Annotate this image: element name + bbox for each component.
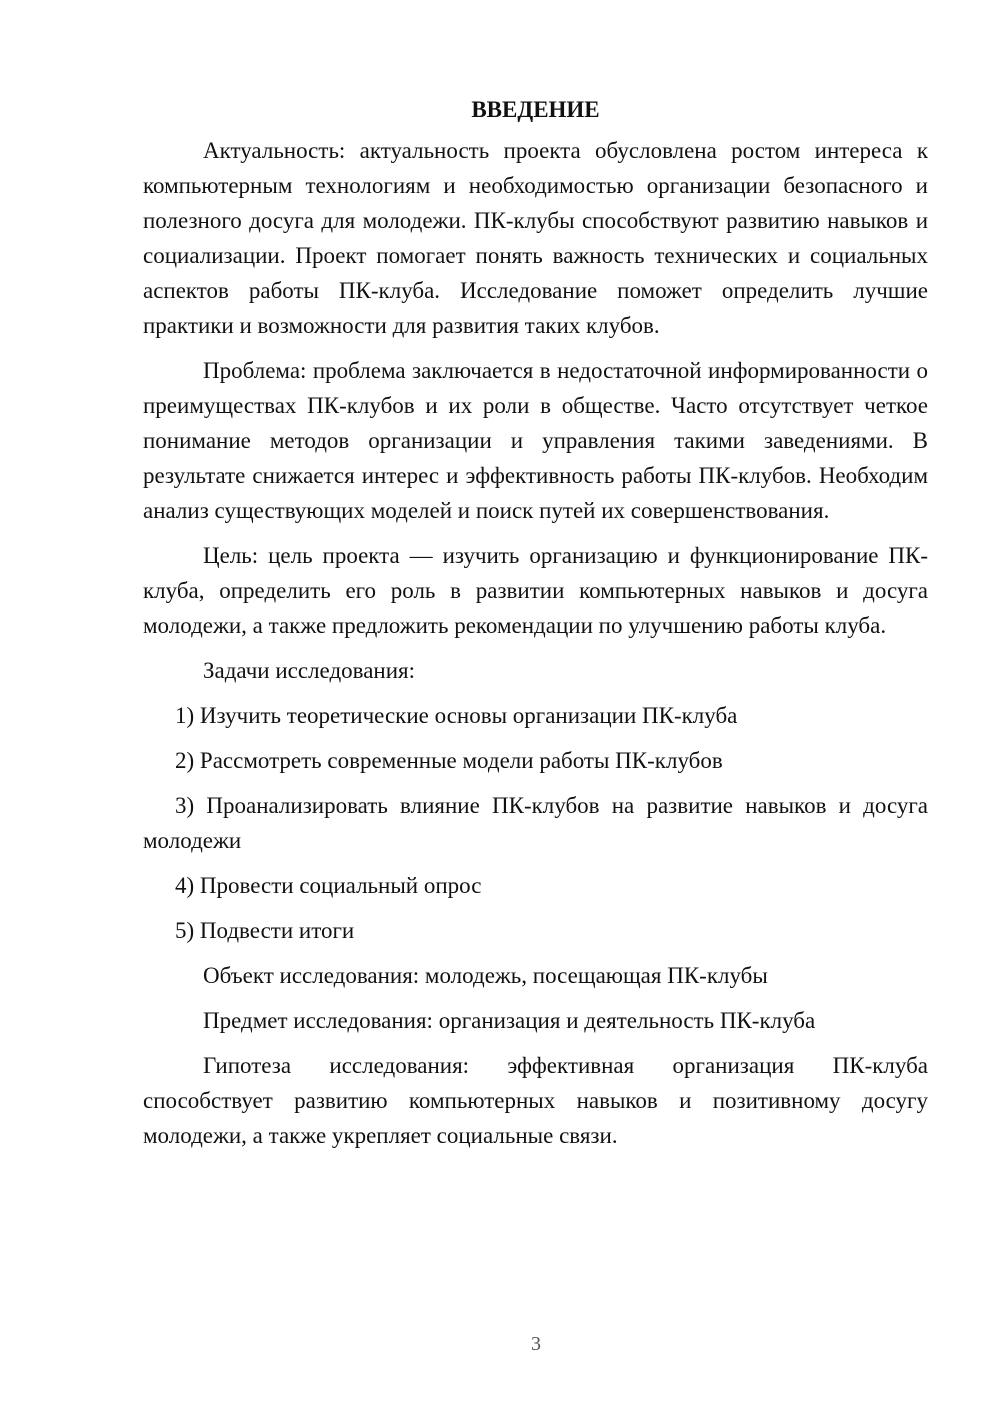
task-item-5: 5) Подвести итоги <box>175 918 355 943</box>
tasks-heading: Задачи исследования: <box>203 658 416 683</box>
relevance-paragraph: Актуальность: актуальность проекта обусловлена ростом интереса к компьютерным технологиям и необходимостью организации безопасного и полезного досуга для молодежи. ПК-клубы способствуют развитию навыков и социализации. Проект помогает понять важность технических и социальных аспектов работы ПК-клуба. Исследование поможет определить лучшие практики и возможности для развития таких клубов. <box>143 138 928 338</box>
task-item-3: 3) Проанализировать влияние ПК-клубов на развитие навыков и досуга молодежи <box>143 793 928 853</box>
research-subject: Предмет исследования: организация и деятельность ПК-клуба <box>203 1008 816 1033</box>
goal-paragraph: Цель: цель проекта — изучить организацию и функционирование ПК-клуба, определить его роль в развитии компьютерных навыков и досуга молодежи, а также предложить рекомендации по улучшению работы клуба. <box>143 543 928 638</box>
page-content <box>143 92 928 1163</box>
task-item-1: 1) Изучить теоретические основы организации ПК-клуба <box>175 703 738 728</box>
page-title: ВВЕДЕНИЕ <box>471 97 600 122</box>
task-item-2: 2) Рассмотреть современные модели работы ПК-клубов <box>175 748 723 773</box>
problem-paragraph: Проблема: проблема заключается в недостаточной информированности о преимуществах ПК-клубов и их роли в обществе. Часто отсутствует четкое понимание методов организации и управления такими заведениями. В результате снижается интерес и эффективность работы ПК-клубов. Необходим анализ существующих моделей и поиск путей их совершенствования. <box>143 358 928 523</box>
research-object: Объект исследования: молодежь, посещающая ПК-клубы <box>203 963 768 988</box>
page-number: 3 <box>531 1333 541 1355</box>
hypothesis-paragraph: Гипотеза исследования: эффективная организация ПК-клуба способствует развитию компьютерных навыков и позитивному досугу молодежи, а также укрепляет социальные связи. <box>143 1053 928 1148</box>
task-item-4: 4) Провести социальный опрос <box>175 873 482 898</box>
